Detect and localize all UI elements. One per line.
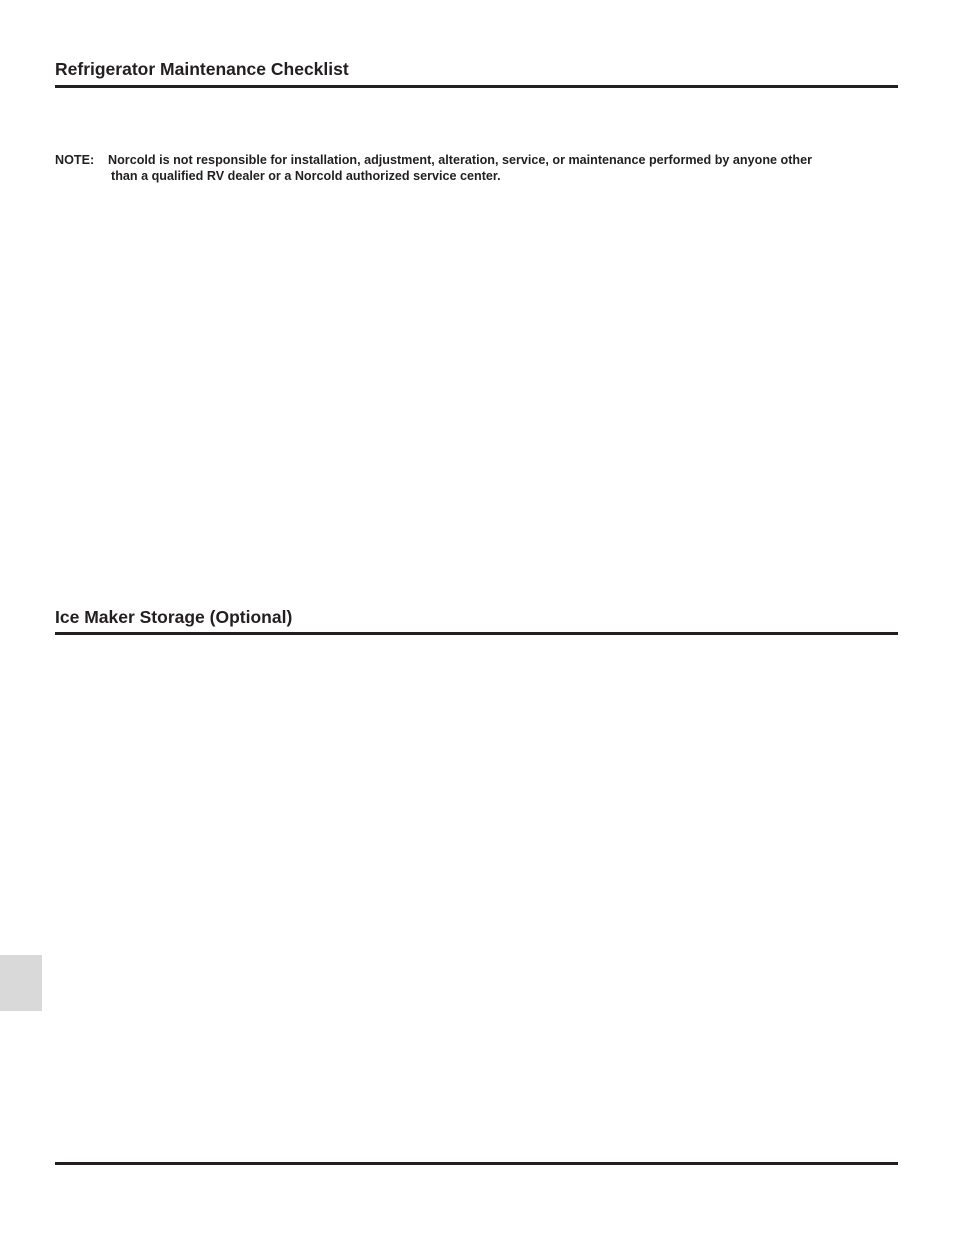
note-label: NOTE:	[55, 153, 95, 167]
responsibility-note	[55, 153, 895, 184]
maintenance-heading-rule	[55, 85, 898, 88]
page-edge-tab	[0, 955, 42, 1011]
note-line-2: than a qualified RV dealer or a Norcold authorized service center.	[111, 168, 501, 183]
note-line-1: Norcold is not responsible for installation, adjustment, alteration, service, or maintenance performed by anyone other	[108, 153, 813, 167]
maintenance-checklist-heading: Refrigerator Maintenance Checklist	[55, 59, 349, 79]
ice-maker-storage-heading: Ice Maker Storage (Optional)	[55, 607, 293, 627]
footer-rule	[55, 1162, 898, 1165]
note-body	[108, 153, 895, 184]
ice-maker-heading-rule	[55, 632, 898, 635]
